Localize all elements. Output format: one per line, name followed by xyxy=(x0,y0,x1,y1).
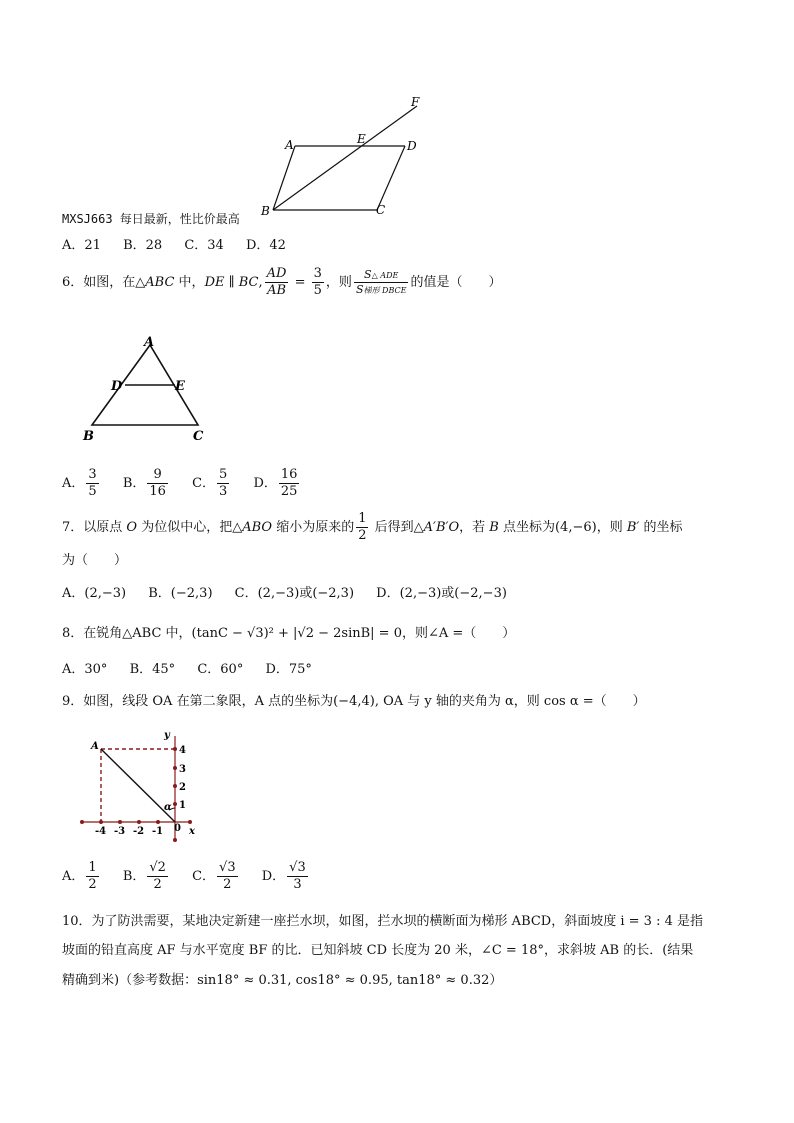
q8-option-d[interactable]: D．75° xyxy=(265,662,312,677)
q6-options xyxy=(62,467,319,500)
svg-text:0: 0 xyxy=(174,823,181,834)
svg-text:-4: -4 xyxy=(95,826,107,837)
q6-option-c[interactable]: C． $\frac{5}{3}$ xyxy=(192,467,228,499)
q5-option-a[interactable]: A．21 xyxy=(62,238,101,253)
svg-text:A: A xyxy=(144,335,155,350)
q6-option-b[interactable]: B． $\frac{9}{16}$ xyxy=(122,467,166,499)
q5-option-c[interactable]: C．34 xyxy=(184,238,224,253)
fig5-label-B: B xyxy=(261,204,270,217)
svg-text:C: C xyxy=(193,429,204,444)
q10-question-line3: 精确到米)（参考数据：sin18° ≈ 0.31, cos18° ≈ 0.95, tan18° ≈ 0.32） xyxy=(62,973,503,988)
q8-question: 8．在锐角△ABC 中，(tanC − √3)² + |√2 − 2sinB| = 0，则∠A =（ ） xyxy=(62,626,516,641)
q9-options xyxy=(62,860,328,893)
q5-option-b[interactable]: B．28 xyxy=(123,238,163,253)
q7-option-c[interactable]: C．(2,−3)或(−2,3) xyxy=(234,586,355,601)
svg-text:-3: -3 xyxy=(114,826,126,837)
fig5-label-C: C xyxy=(376,203,386,217)
q6-option-a[interactable]: A． $\frac{3}{5}$ xyxy=(62,467,97,499)
svg-text:B: B xyxy=(83,429,94,444)
q10-question-line1: 10．为了防洪需要，某地决定新建一座拦水坝，如图，拦水坝的横断面为梯形 ABCD，斜面坡度 i = 3 : 4 是指 xyxy=(62,914,703,929)
q9-option-d[interactable]: D． $\frac{√3}{3}$ xyxy=(261,860,306,892)
fig5-label-A: A xyxy=(285,138,294,152)
q8-option-c[interactable]: C．60° xyxy=(197,662,244,677)
q9-option-c[interactable]: C． $\frac{√3}{2}$ xyxy=(192,860,236,892)
svg-text:1: 1 xyxy=(179,800,186,811)
fig5-label-E: E xyxy=(357,132,366,146)
q6-option-d[interactable]: D． $\frac{16}{25}$ xyxy=(253,467,298,499)
fig5-label-F: F xyxy=(411,95,420,109)
q8-options xyxy=(62,662,330,678)
q9-coordinate-figure xyxy=(78,728,208,843)
q5-option-d[interactable]: D．42 xyxy=(245,238,286,253)
q8-option-b[interactable]: B．45° xyxy=(129,662,176,677)
q8-option-a[interactable]: A．30° xyxy=(62,662,108,677)
q9-option-b[interactable]: B． $\frac{√2}{2}$ xyxy=(122,860,166,892)
svg-text:x: x xyxy=(189,826,195,837)
svg-text:4: 4 xyxy=(179,745,186,756)
q7-option-d[interactable]: D．(2,−3)或(−2,−3) xyxy=(376,586,507,601)
svg-text:-1: -1 xyxy=(152,826,164,837)
svg-text:E: E xyxy=(175,379,185,394)
svg-text:A: A xyxy=(91,741,99,752)
q6-question: 6．如图，在△ABC 中，DE ∥ BC, $\frac{AD}{AB}$ = $\frac{3}{5}$ ，则 $\frac{\text{S△ ADE}}{\text{S梯形 DBCE}}$ 的值是（ ） xyxy=(62,266,502,298)
fig5-label-D: D xyxy=(407,139,417,153)
q7-options xyxy=(62,586,525,602)
svg-text:2: 2 xyxy=(179,782,186,793)
q5-parallelogram-figure xyxy=(255,92,435,217)
q7-option-b[interactable]: B．(−2,3) xyxy=(148,586,213,601)
q7-option-a[interactable]: A．(2,−3) xyxy=(62,586,127,601)
q10-question-line2: 坡面的铅直高度 AF 与水平宽度 BF 的比．已知斜坡 CD 长度为 20 米，∠C = 18°，求斜坡 AB 的长．(结果 xyxy=(62,943,694,958)
svg-text:-2: -2 xyxy=(133,826,145,837)
q7-question-line2: 为（ ） xyxy=(62,553,128,568)
svg-text:3: 3 xyxy=(179,764,186,775)
watermark-text: MXSJ663 每日最新，性比价最高 xyxy=(62,212,240,226)
svg-text:α: α xyxy=(164,802,172,813)
q7-question-line1: 7．以原点 O 为位似中心，把△ABO 缩小为原来的 $\frac{1}{2}$ 后得到△A′B′O，若 B 点坐标为(4,−6)，则 B′ 的坐标 xyxy=(62,511,683,543)
svg-text:y: y xyxy=(164,730,170,741)
svg-text:D: D xyxy=(111,379,123,394)
q6-triangle-figure xyxy=(80,333,210,448)
q5-options xyxy=(62,238,304,254)
q9-question: 9．如图，线段 OA 在第二象限，A 点的坐标为(−4,4), OA 与 y 轴的夹角为 α，则 cos α =（ ） xyxy=(62,694,646,709)
q9-option-a[interactable]: A． $\frac{1}{2}$ xyxy=(62,860,97,892)
